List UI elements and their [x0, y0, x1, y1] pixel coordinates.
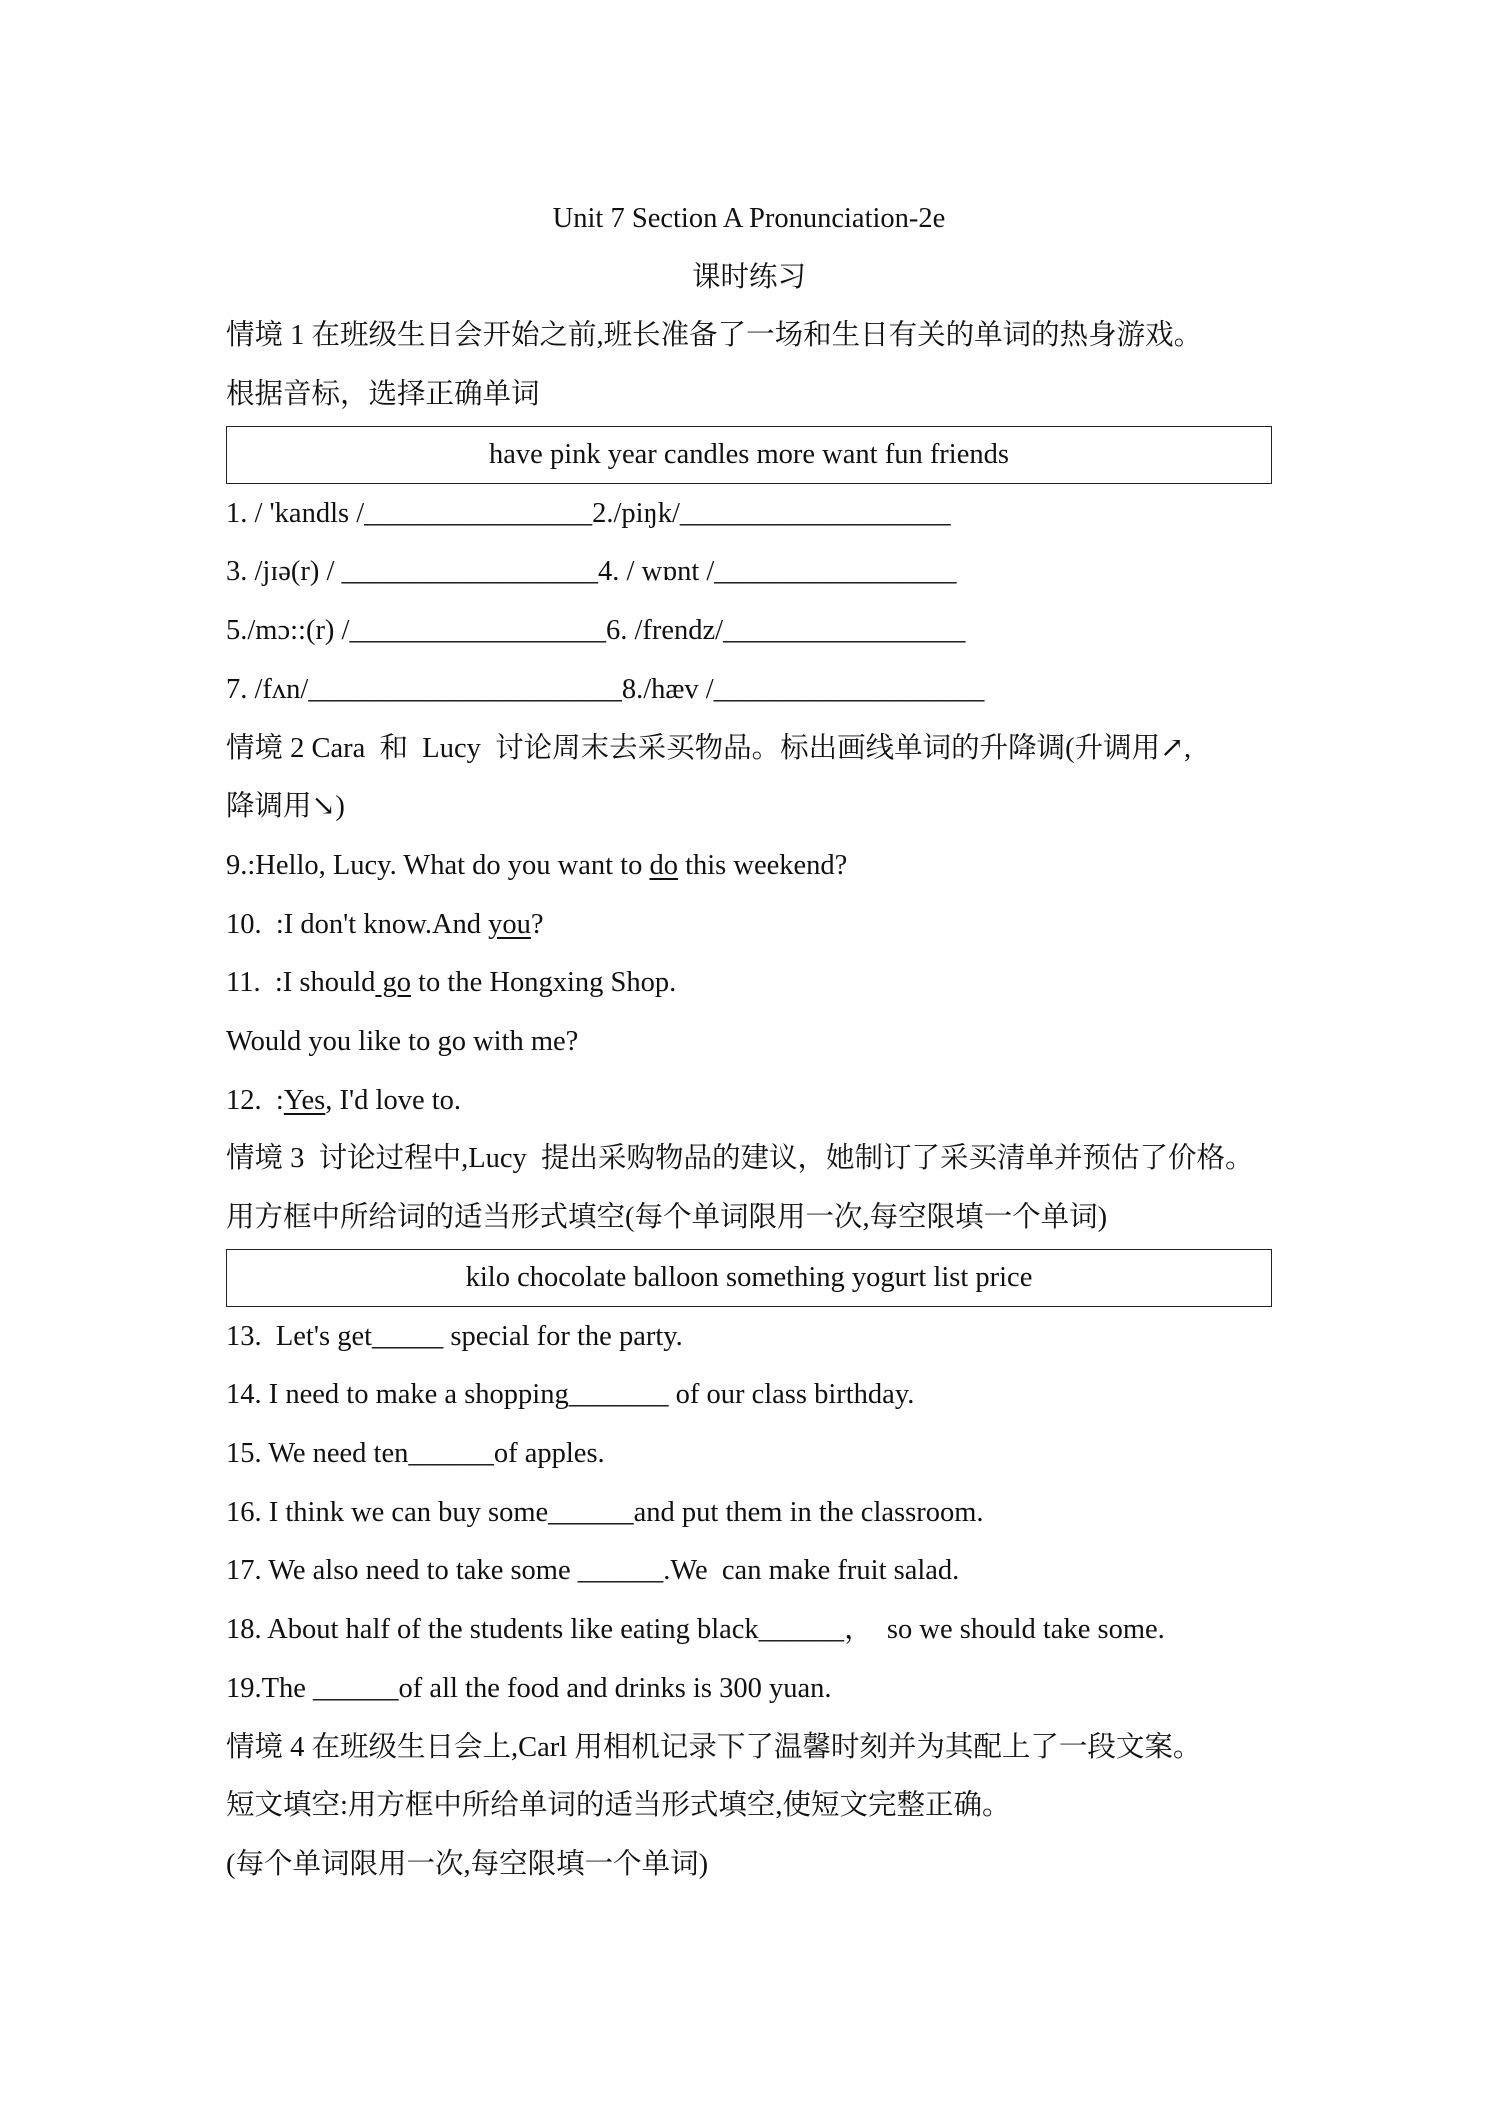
page-title: Unit 7 Section A Pronunciation-2e	[552, 203, 946, 234]
situation3-intro: 情境 3 讨论过程中,Lucy 提出采购物品的建议，她制订了采买清单并预估了价格。	[226, 1143, 1254, 1175]
q9-text: 9.:Hello, Lucy. What do you want to	[226, 849, 650, 881]
question-18: 18. About half of the students like eating black______， so we should take some.	[226, 1614, 1165, 1646]
q12-text-end: , I'd love to.	[325, 1084, 462, 1116]
situation2-intro-cont: 降调用↘)	[226, 791, 345, 823]
q10-text: 10. :I don't know.And	[226, 908, 489, 940]
question-19: 19.The ______of all the food and drinks is 300 yuan.	[226, 1672, 832, 1704]
q9-underlined-word: do	[649, 849, 678, 881]
phonetic-row-4: 7. /fʌn/______________________8./hæv /___________________	[226, 673, 985, 705]
situation4-intro: 情境 4 在班级生日会上,Carl 用相机记录下了温馨时刻并为其配上了一段文案。	[226, 1731, 1202, 1763]
q10-text-end: ?	[530, 908, 544, 940]
q11-underlined-word: go	[375, 967, 411, 999]
worksheet-page	[226, 190, 1272, 1895]
q11-text: 11. :I should	[226, 967, 376, 999]
question-11	[226, 954, 1272, 1013]
q10-underlined-word: you	[488, 908, 531, 940]
phonetic-row-2: 3. /jɪə(r) / __________________4. / wɒnt /_________________	[226, 556, 957, 588]
q12-underlined-word: Yes	[283, 1084, 326, 1116]
situation4-instruction: 短文填空:用方框中所给单词的适当形式填空,使短文完整正确。	[226, 1790, 1011, 1822]
word-box-1: have pink year candles more want fun friends	[226, 426, 1272, 484]
phonetic-row-3: 5./mɔ::(r) /__________________6. /frendz/_________________	[226, 615, 966, 647]
question-17: 17. We also need to take some ______.We can make fruit salad.	[226, 1555, 960, 1587]
question-16: 16. I think we can buy some______and put them in the classroom.	[226, 1496, 984, 1528]
question-10	[226, 896, 1272, 955]
question-9	[226, 837, 1272, 896]
q9-text-end: this weekend?	[677, 849, 848, 881]
question-11-continued: Would you like to go with me?	[226, 1025, 579, 1057]
q12-text: 12. :	[226, 1084, 284, 1116]
question-15: 15. We need ten______of apples.	[226, 1438, 605, 1470]
situation2-intro: 情境 2 Cara 和 Lucy 讨论周末去采买物品。标出画线单词的升降调(升调用↗,	[226, 732, 1192, 764]
question-12	[226, 1072, 1272, 1131]
page-subtitle: 课时练习	[691, 261, 806, 293]
situation3-instruction: 用方框中所给词的适当形式填空(每个单词限用一次,每空限填一个单词)	[226, 1202, 1108, 1233]
q11-text-end: to the Hongxing Shop.	[411, 967, 677, 999]
word-box-2: kilo chocolate balloon something yogurt list price	[226, 1249, 1272, 1307]
situation4-note: (每个单词限用一次,每空限填一个单词)	[226, 1848, 709, 1880]
question-14: 14. I need to make a shopping_______ of our class birthday.	[226, 1379, 915, 1411]
situation1-instruction: 根据音标，选择正确单词	[226, 379, 540, 411]
question-13: 13. Let's get_____ special for the party.	[226, 1320, 683, 1352]
phonetic-row-1: 1. / 'kandls /________________2./piŋk/___________________	[226, 497, 951, 529]
situation1-intro: 情境 1 在班级生日会开始之前,班长准备了一场和生日有关的单词的热身游戏。	[226, 320, 1203, 352]
